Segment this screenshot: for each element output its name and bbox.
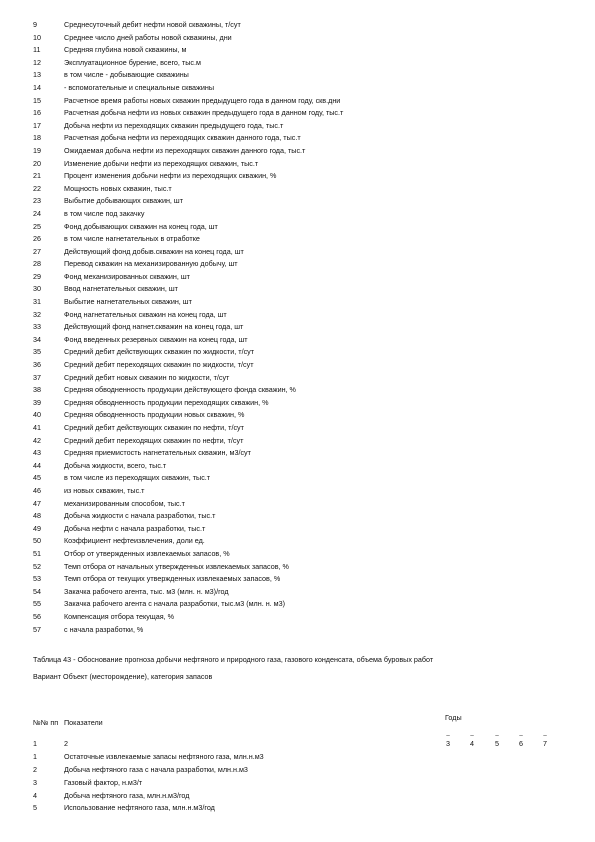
list-item xyxy=(33,472,583,485)
list-item-number: 14 xyxy=(33,82,41,92)
list-item xyxy=(33,145,583,158)
list-item-text: Средний дебит новых скважин по жидкости, т/сут xyxy=(64,372,230,382)
list-item-number: 22 xyxy=(33,183,41,193)
list-item xyxy=(33,510,583,523)
table-row-number: 3 xyxy=(33,778,37,787)
variant-line: Вариант Объект (месторождение), категория запасов xyxy=(33,672,213,681)
list-item-number: 56 xyxy=(33,611,41,621)
table-row xyxy=(33,764,573,777)
list-item-text: Средний дебит действующих скважин по жидкости, т/сут xyxy=(64,347,255,357)
list-item xyxy=(33,384,583,397)
list-item xyxy=(33,409,583,422)
list-item-text: в том числе под закачку xyxy=(64,208,145,218)
list-item-number: 50 xyxy=(33,536,41,546)
list-item-text: Добыча жидкости, всего, тыс.т xyxy=(64,460,167,470)
list-item-number: 13 xyxy=(33,70,41,80)
list-item-text: Действующий фонд нагнет.скважин на конец года, шт xyxy=(64,322,244,332)
list-item-text: Средняя обводненность продукции новых скважин, % xyxy=(64,410,245,420)
list-item xyxy=(33,95,583,108)
list-item-number: 9 xyxy=(33,20,37,29)
list-item-text: - вспомогательные и специальные скважины xyxy=(64,82,215,92)
list-item-text: Фонд введенных резервных скважин на конец года, шт xyxy=(64,334,248,344)
list-item-number: 32 xyxy=(33,309,41,319)
year-column-header: 6 xyxy=(519,739,523,748)
table-row-number: 2 xyxy=(33,765,37,774)
list-item xyxy=(33,208,583,221)
list-item xyxy=(33,19,583,32)
list-item-text: механизированным способом, тыс.т xyxy=(64,498,185,508)
list-item-number: 12 xyxy=(33,57,41,67)
list-item-text: Темп отбора от текущих утвержденных извлекаемых запасов, % xyxy=(64,574,281,584)
year-column-header: 3 xyxy=(446,739,450,748)
list-item-text: Фонд добывающих скважин на конец года, шт xyxy=(64,221,218,231)
list-item-text: Среднесуточный дебит нефти новой скважины, т/сут xyxy=(64,20,241,29)
list-item-number: 45 xyxy=(33,473,41,483)
list-item-number: 49 xyxy=(33,523,41,533)
list-item xyxy=(33,598,583,611)
list-item-number: 31 xyxy=(33,297,41,307)
year-divider: _ xyxy=(446,730,450,736)
list-item-text: Мощность новых скважин, тыс.т xyxy=(64,183,172,193)
list-item-text: Средняя обводненность продукции переходящих скважин, % xyxy=(64,397,269,407)
list-item-number: 54 xyxy=(33,586,41,596)
year-column-header: 5 xyxy=(495,739,499,748)
list-item xyxy=(33,296,583,309)
list-item-number: 24 xyxy=(33,208,41,218)
list-item-number: 37 xyxy=(33,372,41,382)
list-item-number: 43 xyxy=(33,448,41,458)
table-row-indicator: 2 xyxy=(64,739,68,748)
list-item xyxy=(33,107,583,120)
list-item xyxy=(33,485,583,498)
list-item-number: 11 xyxy=(33,45,41,55)
list-item-number: 33 xyxy=(33,322,41,332)
list-item xyxy=(33,346,583,359)
list-item xyxy=(33,535,583,548)
list-item-text: с начала разработки, % xyxy=(64,624,144,634)
header-number: №№ пп xyxy=(33,718,59,727)
table-caption: Таблица 43 - Обоснование прогноза добычи нефтяного и природного газа, газового конденсата, объема буровых работ xyxy=(33,655,434,664)
table-row-number: 4 xyxy=(33,791,37,800)
list-item xyxy=(33,548,583,561)
list-item xyxy=(33,561,583,574)
list-item-number: 20 xyxy=(33,158,41,168)
year-column-header: 4 xyxy=(470,739,474,748)
list-item xyxy=(33,195,583,208)
table-row xyxy=(33,790,573,803)
list-item-text: Закачка рабочего агента с начала разработки, тыс.м3 (млн. н. м3) xyxy=(64,599,286,609)
list-item-number: 17 xyxy=(33,120,41,130)
list-item-text: Выбытие нагнетательных скважин, шт xyxy=(64,297,192,307)
list-item-number: 47 xyxy=(33,498,41,508)
header-years: Годы xyxy=(445,713,462,722)
list-item xyxy=(33,283,583,296)
list-item xyxy=(33,170,583,183)
list-item-number: 57 xyxy=(33,624,41,634)
list-item-text: из новых скважин, тыс.т xyxy=(64,485,145,495)
list-item-number: 25 xyxy=(33,221,41,231)
list-item-text: Действующий фонд добыв.скважин на конец года, шт xyxy=(64,246,244,256)
table-row-number: 1 xyxy=(33,752,37,761)
list-item-number: 26 xyxy=(33,234,41,244)
list-item xyxy=(33,460,583,473)
list-item-number: 53 xyxy=(33,574,41,584)
list-item-text: Средний дебит действующих скважин по нефти, т/сут xyxy=(64,423,244,432)
list-item-text: Добыча жидкости с начала разработки, тыс.т xyxy=(64,511,216,521)
year-divider: _ xyxy=(519,730,523,736)
list-item-text: Темп отбора от начальных утвержденных извлекаемых запасов, % xyxy=(64,561,289,571)
list-item xyxy=(33,32,583,45)
list-item xyxy=(33,82,583,95)
list-item-text: Перевод скважин на механизированную добычу, шт xyxy=(64,259,238,269)
list-item-text: Средняя глубина новой скважины, м xyxy=(64,45,187,55)
list-item-text: Выбытие добывающих скважин, шт xyxy=(64,196,183,206)
table-row-indicator: Использование нефтяного газа, млн.н.м3/год xyxy=(64,803,215,812)
list-item xyxy=(33,372,583,385)
list-item-text: Расчетная добыча нефти из новых скважин предыдущего года в данном году, тыс.т xyxy=(64,108,344,118)
list-item-text: Добыча нефти с начала разработки, тыс.т xyxy=(64,523,206,533)
list-item xyxy=(33,233,583,246)
list-item-number: 29 xyxy=(33,271,41,281)
table-row-number: 1 xyxy=(33,739,37,748)
list-item-number: 35 xyxy=(33,347,41,357)
list-item xyxy=(33,258,583,271)
list-item-number: 21 xyxy=(33,171,41,181)
list-item-number: 16 xyxy=(33,108,41,118)
list-item-text: Средняя приемистость нагнетательных скважин, м3/сут xyxy=(64,448,251,458)
list-item-number: 23 xyxy=(33,196,41,206)
list-item-text: Средняя обводненность продукции действующего фонда скважин, % xyxy=(64,385,296,395)
list-item xyxy=(33,321,583,334)
list-item-text: Расчетная добыча нефти из переходящих скважин данного года, тыс.т xyxy=(64,133,301,143)
list-item-number: 15 xyxy=(33,95,41,105)
list-item-text: Ввод нагнетательных скважин, шт xyxy=(64,284,178,294)
list-item xyxy=(33,132,583,145)
list-item xyxy=(33,271,583,284)
list-item xyxy=(33,120,583,133)
list-item-number: 51 xyxy=(33,548,41,558)
list-item-text: в том числе из переходящих скважин, тыс.т xyxy=(64,473,211,483)
list-item xyxy=(33,57,583,70)
list-item-text: Закачка рабочего агента, тыс. м3 (млн. н. м3)/год xyxy=(64,586,229,596)
list-item xyxy=(33,359,583,372)
list-item-text: Отбор от утвержденных извлекаемых запасов, % xyxy=(64,548,230,558)
list-item-text: Расчетное время работы новых скважин предыдущего года в данном году, скв.дни xyxy=(64,95,341,105)
list-item-text: Средний дебит переходящих скважин по жидкости, т/сут xyxy=(64,360,254,370)
list-item-number: 48 xyxy=(33,511,41,521)
list-item-text: Ожидаемая добыча нефти из переходящих скважин данного года, тыс.т xyxy=(64,145,306,155)
list-item xyxy=(33,221,583,234)
list-item-text: Среднее число дней работы новой скважины, дни xyxy=(64,32,232,42)
list-item xyxy=(33,158,583,171)
list-item xyxy=(33,573,583,586)
list-item-number: 10 xyxy=(33,32,41,42)
list-item-text: Добыча нефти из переходящих скважин предыдущего года, тыс.т xyxy=(64,120,284,130)
list-item xyxy=(33,447,583,460)
list-item-number: 28 xyxy=(33,259,41,269)
table-row-indicator: Добыча нефтяного газа с начала разработки, млн.н.м3 xyxy=(64,765,248,774)
list-item-number: 46 xyxy=(33,485,41,495)
list-item-number: 30 xyxy=(33,284,41,294)
list-item-text: Фонд нагнетательных скважин на конец года, шт xyxy=(64,309,227,319)
list-item xyxy=(33,611,583,624)
list-item xyxy=(33,397,583,410)
list-item xyxy=(33,422,583,435)
list-item-number: 40 xyxy=(33,410,41,420)
list-item-number: 36 xyxy=(33,360,41,370)
table-row xyxy=(33,751,573,764)
list-item-text: Фонд механизированных скважин, шт xyxy=(64,271,190,281)
year-column-header: 7 xyxy=(543,739,547,748)
list-item-number: 27 xyxy=(33,246,41,256)
list-item-number: 55 xyxy=(33,599,41,609)
list-item-number: 52 xyxy=(33,561,41,571)
list-item-text: Эксплуатационное бурение, всего, тыс.м xyxy=(64,57,201,67)
year-divider: _ xyxy=(543,730,547,736)
indicator-list xyxy=(33,19,583,636)
table-row-indicator: Газовый фактор, н.м3/т xyxy=(64,778,143,787)
list-item-text: Процент изменения добычи нефти из переходящих скважин, % xyxy=(64,171,277,181)
list-item xyxy=(33,498,583,511)
list-item xyxy=(33,183,583,196)
list-item-number: 38 xyxy=(33,385,41,395)
list-item-number: 42 xyxy=(33,435,41,445)
table-row-indicator: Добыча нефтяного газа, млн.н.м3/год xyxy=(64,791,190,800)
list-item xyxy=(33,44,583,57)
list-item xyxy=(33,309,583,322)
list-item-number: 18 xyxy=(33,133,41,143)
table-row xyxy=(33,738,573,751)
list-item-text: в том числе - добывающие скважины xyxy=(64,70,189,80)
year-divider: _ xyxy=(495,730,499,736)
list-item-number: 44 xyxy=(33,460,41,470)
table-row xyxy=(33,802,573,815)
list-item-text: Коэффициент нефтеизвлечения, доли ед. xyxy=(64,536,205,546)
table-row-indicator: Остаточные извлекаемые запасы нефтяного газа, млн.н.м3 xyxy=(64,752,264,761)
list-item xyxy=(33,435,583,448)
list-item xyxy=(33,523,583,536)
header-indicator: Показатели xyxy=(64,718,103,727)
list-item-number: 34 xyxy=(33,334,41,344)
list-item-number: 39 xyxy=(33,397,41,407)
list-item xyxy=(33,246,583,259)
list-item xyxy=(33,334,583,347)
year-divider: _ xyxy=(470,730,474,736)
list-item-text: Средний дебит переходящих скважин по нефти, т/сут xyxy=(64,435,244,445)
list-item xyxy=(33,69,583,82)
list-item-number: 19 xyxy=(33,145,41,155)
list-item xyxy=(33,586,583,599)
list-item xyxy=(33,624,583,637)
list-item-text: в том числе нагнетательных в отработке xyxy=(64,234,200,244)
table-row-number: 5 xyxy=(33,803,37,812)
list-item-text: Компенсация отбора текущая, % xyxy=(64,611,175,621)
list-item-number: 41 xyxy=(33,423,41,432)
table-row xyxy=(33,777,573,790)
list-item-text: Изменение добычи нефти из переходящих скважин, тыс.т xyxy=(64,158,259,168)
